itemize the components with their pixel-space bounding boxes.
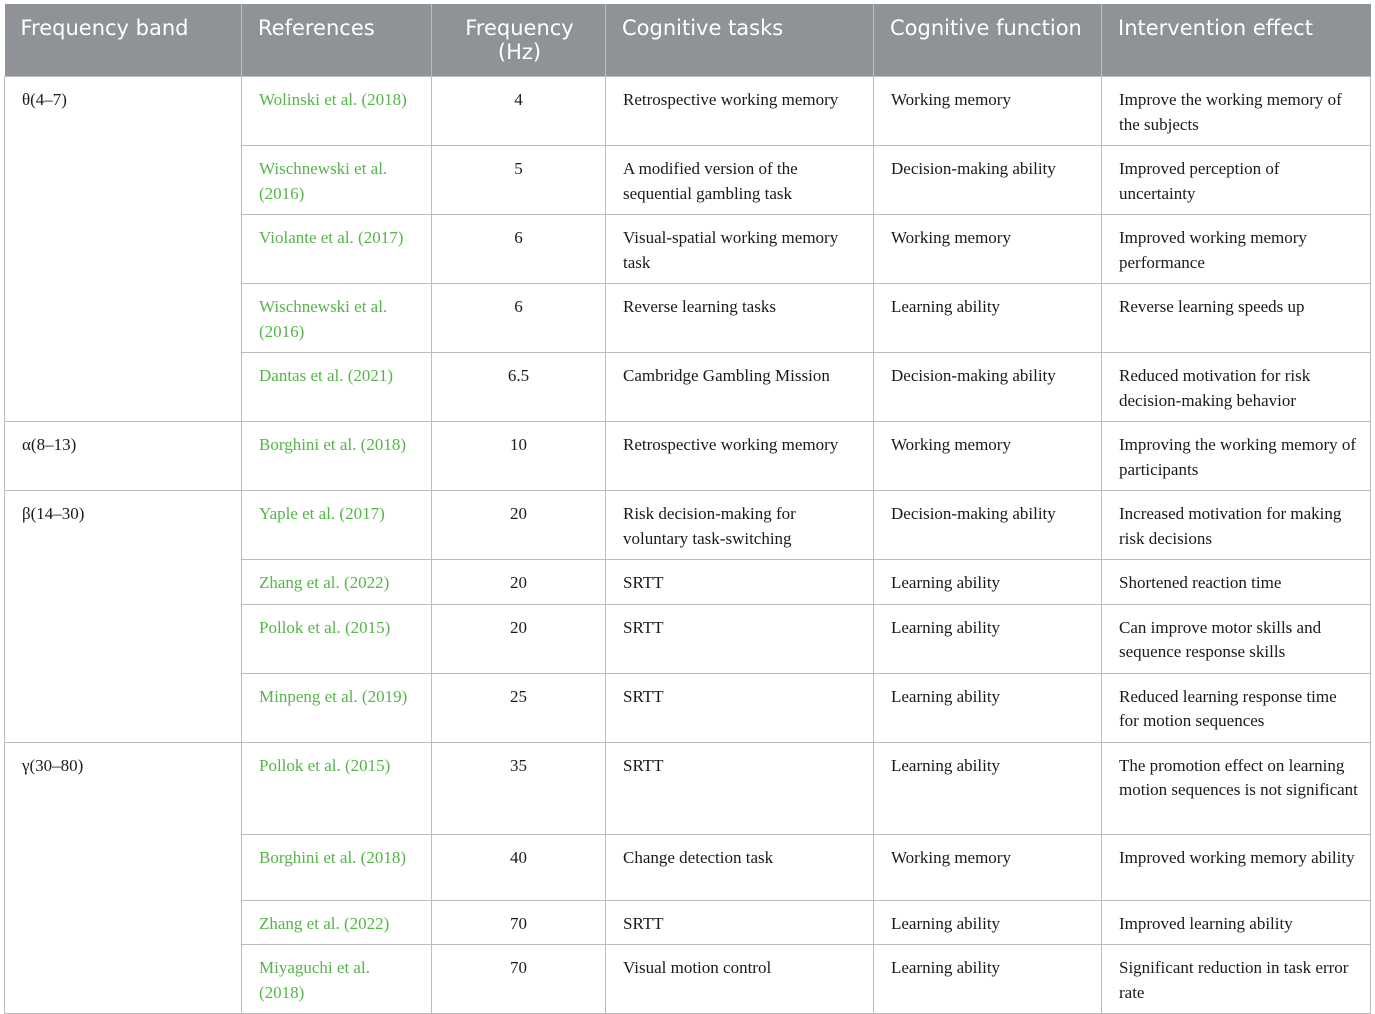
cognitive-task-cell: Visual motion control (606, 945, 874, 1014)
cognitive-function-cell: Learning ability (874, 742, 1102, 834)
frequency-cell: 5 (432, 146, 606, 215)
frequency-band-cell: γ(30–80) (5, 742, 242, 1014)
reference-cell[interactable]: Pollok et al. (2015) (242, 604, 432, 673)
intervention-effect-cell: The promotion effect on learning motion sequences is not significant (1102, 742, 1371, 834)
reference-cell[interactable]: Violante et al. (2017) (242, 215, 432, 284)
frequency-cell: 4 (432, 77, 606, 146)
intervention-effect-cell: Shortened reaction time (1102, 560, 1371, 605)
cognitive-function-cell: Decision-making ability (874, 353, 1102, 422)
intervention-effect-cell: Can improve motor skills and sequence response skills (1102, 604, 1371, 673)
cognitive-task-cell: Cambridge Gambling Mission (606, 353, 874, 422)
header-frequency-hz: Frequency (Hz) (432, 4, 606, 77)
cognitive-task-cell: Change detection task (606, 834, 874, 900)
reference-cell[interactable]: Wischnewski et al. (2016) (242, 284, 432, 353)
intervention-effect-cell: Improved working memory performance (1102, 215, 1371, 284)
frequency-cell: 10 (432, 422, 606, 491)
intervention-effect-cell: Reduced motivation for risk decision-making behavior (1102, 353, 1371, 422)
intervention-effect-cell: Increased motivation for making risk decisions (1102, 491, 1371, 560)
frequency-cell: 6 (432, 215, 606, 284)
header-row (5, 4, 1371, 77)
frequency-cell: 70 (432, 900, 606, 945)
reference-cell[interactable]: Zhang et al. (2022) (242, 560, 432, 605)
table-row (5, 491, 1371, 560)
frequency-cell: 20 (432, 604, 606, 673)
cognitive-function-cell: Decision-making ability (874, 146, 1102, 215)
cognitive-task-cell: Visual-spatial working memory task (606, 215, 874, 284)
reference-cell[interactable]: Minpeng et al. (2019) (242, 673, 432, 742)
table-header (5, 4, 1371, 77)
frequency-cell: 20 (432, 491, 606, 560)
cognitive-task-cell: Retrospective working memory (606, 422, 874, 491)
frequency-cell: 6.5 (432, 353, 606, 422)
intervention-effect-cell: Improve the working memory of the subjects (1102, 77, 1371, 146)
cognitive-function-cell: Learning ability (874, 900, 1102, 945)
frequency-cell: 35 (432, 742, 606, 834)
cognitive-task-cell: Risk decision-making for voluntary task-switching (606, 491, 874, 560)
reference-cell[interactable]: Wischnewski et al. (2016) (242, 146, 432, 215)
header-references: References (242, 4, 432, 77)
intervention-effect-cell: Improving the working memory of participants (1102, 422, 1371, 491)
frequency-cell: 20 (432, 560, 606, 605)
frequency-cell: 40 (432, 834, 606, 900)
cognitive-function-cell: Working memory (874, 422, 1102, 491)
cognitive-task-cell: A modified version of the sequential gambling task (606, 146, 874, 215)
intervention-effect-cell: Reduced learning response time for motion sequences (1102, 673, 1371, 742)
cognitive-function-cell: Learning ability (874, 560, 1102, 605)
header-intervention-effect: Intervention effect (1102, 4, 1371, 77)
intervention-effect-cell: Significant reduction in task error rate (1102, 945, 1371, 1014)
cognitive-task-cell: SRTT (606, 604, 874, 673)
reference-cell[interactable]: Miyaguchi et al. (2018) (242, 945, 432, 1014)
header-frequency-band: Frequency band (5, 4, 242, 77)
frequency-band-table (4, 4, 1371, 1014)
cognitive-function-cell: Working memory (874, 77, 1102, 146)
reference-cell[interactable]: Wolinski et al. (2018) (242, 77, 432, 146)
reference-cell[interactable]: Borghini et al. (2018) (242, 834, 432, 900)
reference-cell[interactable]: Zhang et al. (2022) (242, 900, 432, 945)
frequency-band-cell: α(8–13) (5, 422, 242, 491)
frequency-cell: 70 (432, 945, 606, 1014)
cognitive-task-cell: SRTT (606, 742, 874, 834)
cognitive-task-cell: Reverse learning tasks (606, 284, 874, 353)
table-body (5, 77, 1371, 1014)
cognitive-task-cell: SRTT (606, 560, 874, 605)
cognitive-function-cell: Learning ability (874, 284, 1102, 353)
intervention-effect-cell: Improved working memory ability (1102, 834, 1371, 900)
frequency-band-cell: θ(4–7) (5, 77, 242, 422)
frequency-band-cell: β(14–30) (5, 491, 242, 743)
reference-cell[interactable]: Dantas et al. (2021) (242, 353, 432, 422)
header-cognitive-tasks: Cognitive tasks (606, 4, 874, 77)
header-cognitive-function: Cognitive function (874, 4, 1102, 77)
cognitive-function-cell: Learning ability (874, 945, 1102, 1014)
frequency-cell: 25 (432, 673, 606, 742)
intervention-effect-cell: Improved perception of uncertainty (1102, 146, 1371, 215)
cognitive-task-cell: SRTT (606, 900, 874, 945)
cognitive-function-cell: Working memory (874, 834, 1102, 900)
reference-cell[interactable]: Pollok et al. (2015) (242, 742, 432, 834)
cognitive-function-cell: Decision-making ability (874, 491, 1102, 560)
reference-cell[interactable]: Yaple et al. (2017) (242, 491, 432, 560)
table-row (5, 742, 1371, 834)
frequency-cell: 6 (432, 284, 606, 353)
cognitive-task-cell: Retrospective working memory (606, 77, 874, 146)
table-row (5, 422, 1371, 491)
cognitive-task-cell: SRTT (606, 673, 874, 742)
intervention-effect-cell: Improved learning ability (1102, 900, 1371, 945)
cognitive-function-cell: Learning ability (874, 673, 1102, 742)
cognitive-function-cell: Working memory (874, 215, 1102, 284)
table-row (5, 77, 1371, 146)
intervention-effect-cell: Reverse learning speeds up (1102, 284, 1371, 353)
cognitive-function-cell: Learning ability (874, 604, 1102, 673)
reference-cell[interactable]: Borghini et al. (2018) (242, 422, 432, 491)
